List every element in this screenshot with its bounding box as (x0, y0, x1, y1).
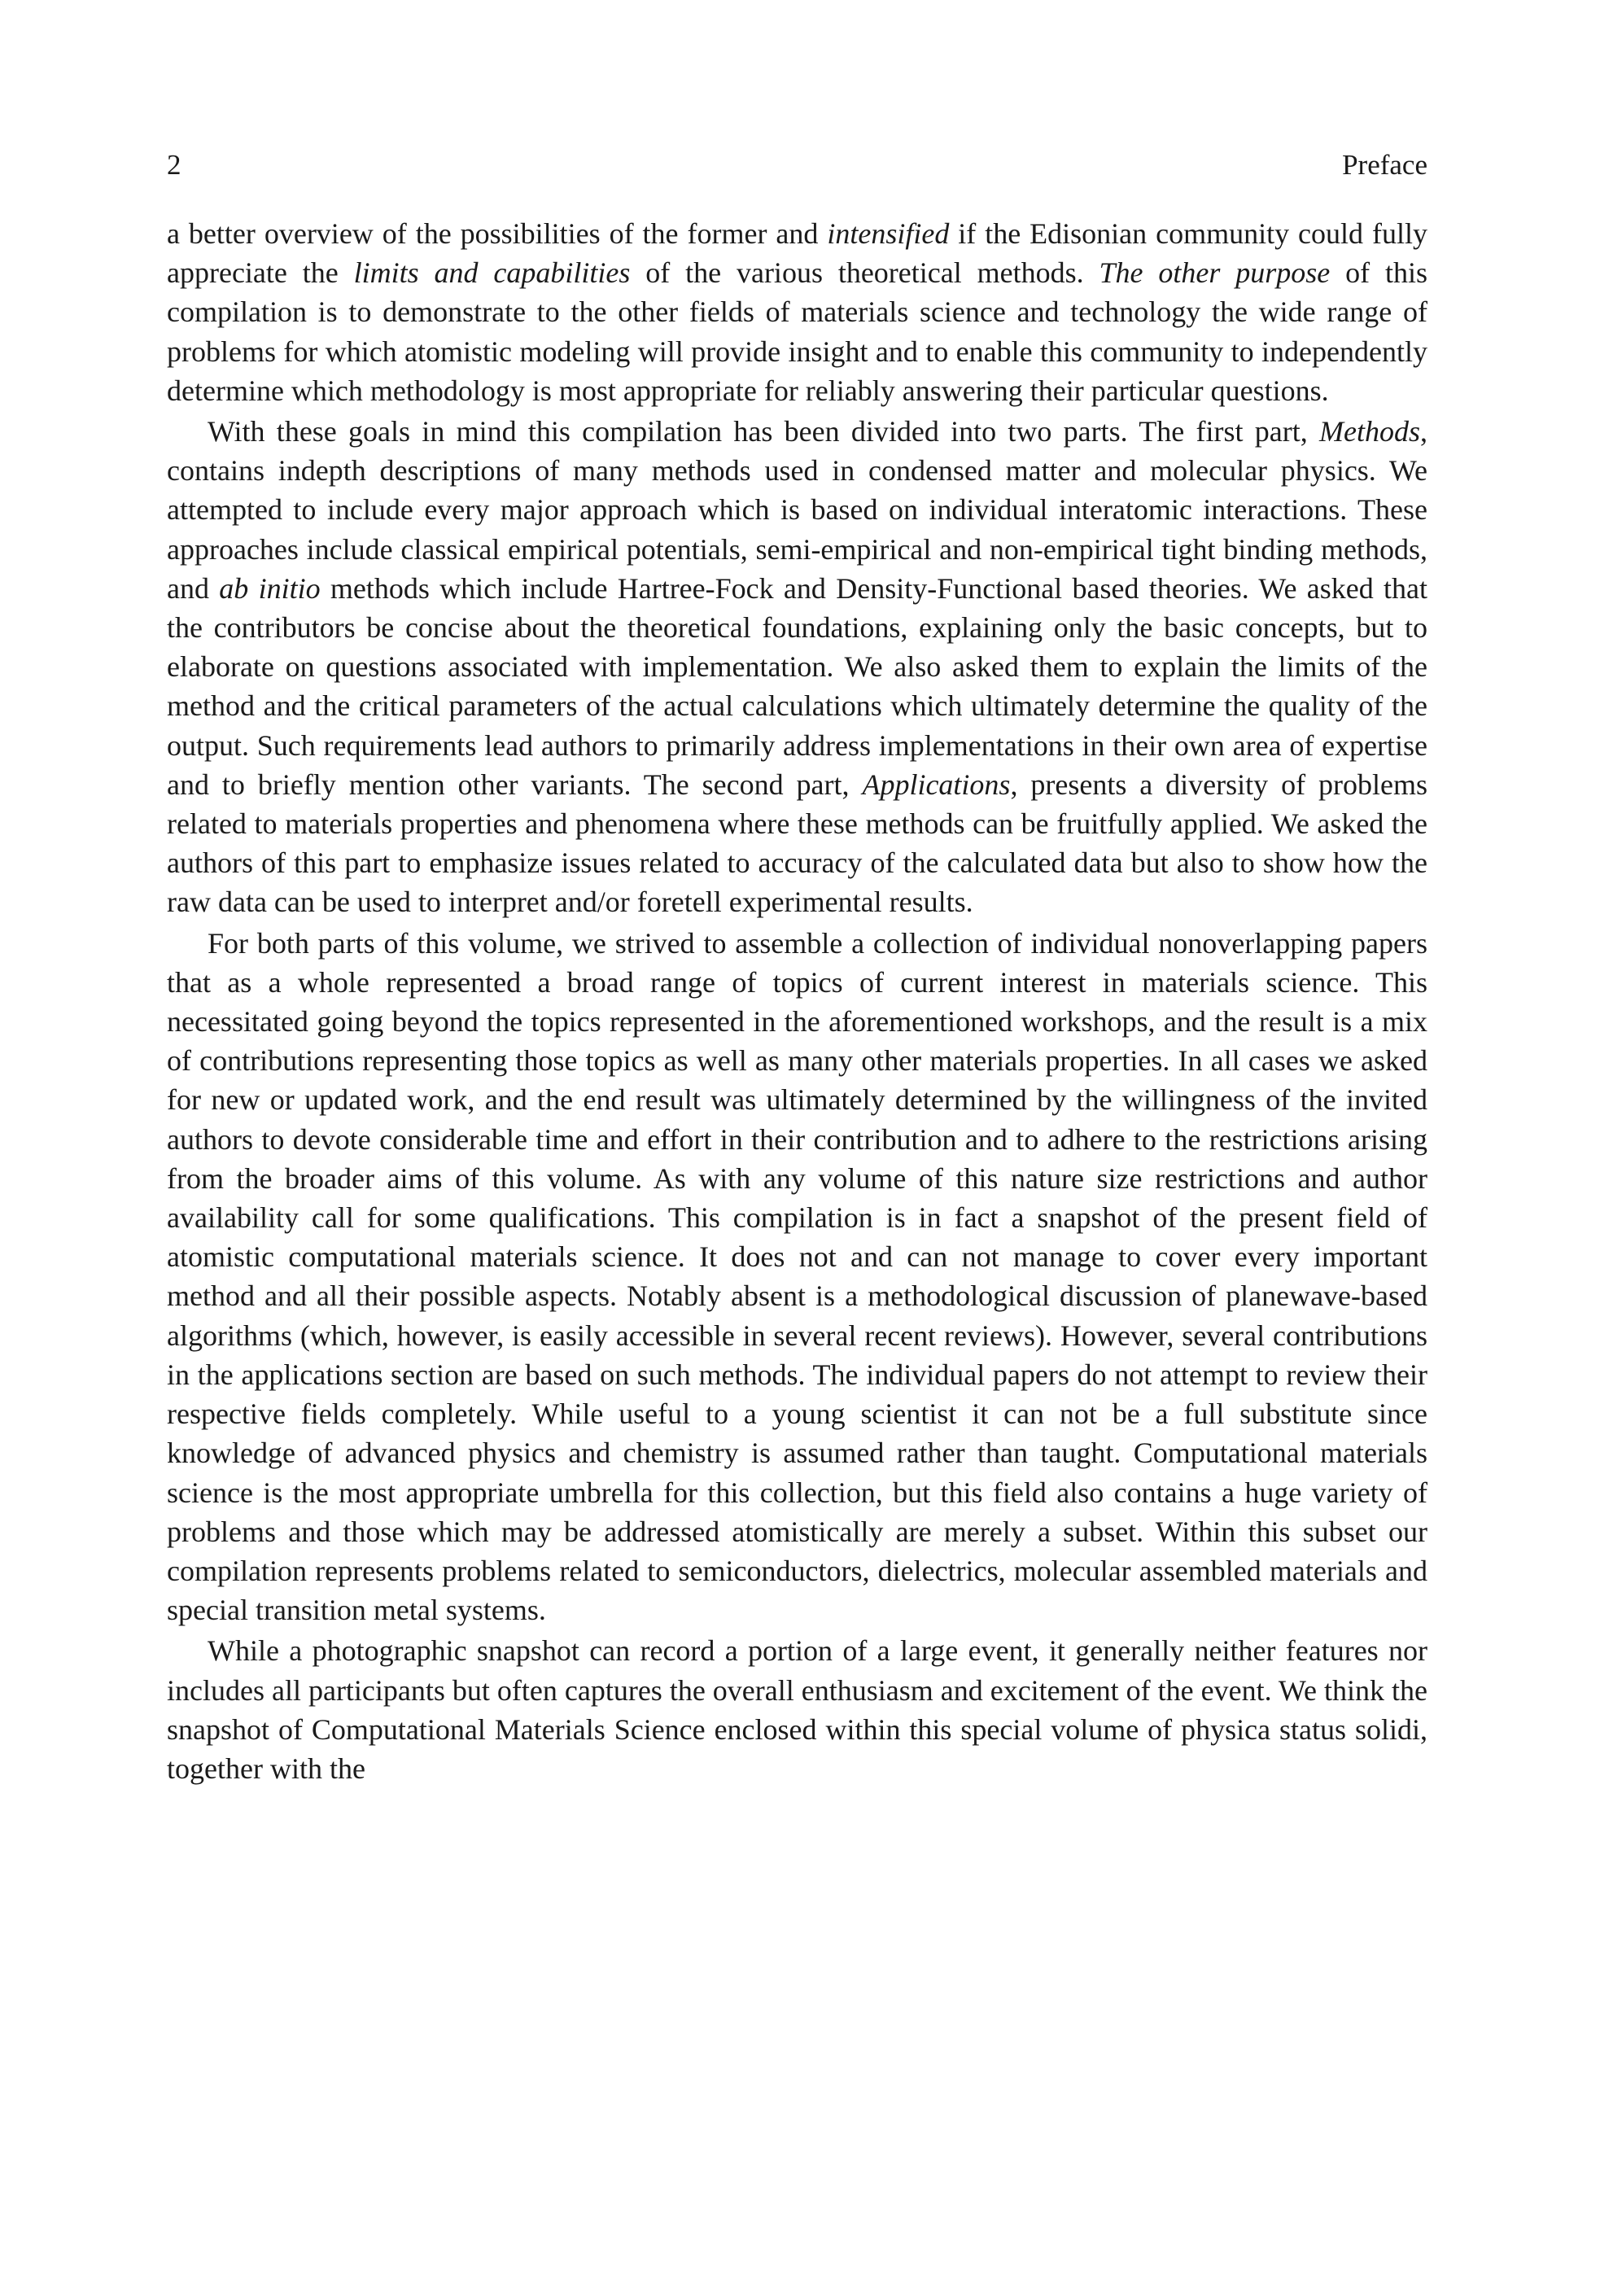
running-head (167, 145, 1427, 186)
paragraph-4: While a photographic snapshot can record a portion of a large event, it generally neither features nor includes all participants but often captures the overall enthusiasm and excitement of the event. We think the snapshot of Computational Materials Science enclosed within this special volume of physica status solidi, together with the (167, 1634, 1427, 1785)
paragraph-3: For both parts of this volume, we strived to assemble a collection of individual nonoverlapping papers that as a whole represented a broad range of topics of current interest in materials science. This necessitated going beyond the topics represented in the aforementioned workshops, and the result is a mix of contributions representing those topics as well as many other materials properties. In all cases we asked for new or updated work, and the end result was ultimately determined by the willingness of the invited authors to devote considerable time and effort in their contribution and to adhere to the restrictions arising from the broader aims of this volume. As with any volume of this nature size restrictions and author availability call for some qualifications. This compilation is in fact a snapshot of the present field of atomistic computational materials science. It does not and can not manage to cover every important method and all their possible aspects. Notably absent is a methodological discussion of planewave-based algorithms (which, however, is easily accessible in several recent reviews). However, several contributions in the applications section are based on such methods. The individual papers do not attempt to review their respective fields completely. While useful to a young scientist it can not be a full substitute since knowledge of advanced physics and chemistry is assumed rather than taught. Computational materials science is the most appropriate umbrella for this collection, but this field also contains a huge variety of problems and those which may be addressed atomistically are merely a subset. Within this subset our compilation represents problems related to semiconductors, dielectrics, molecular assembled materials and special transition metal systems. (167, 926, 1427, 1627)
body-text (167, 214, 1427, 1788)
paragraph-1: a better overview of the possibilities of the former and intensified if the Edisonian community could fully appreciate the limits and capabilities of the various theoretical methods. The other purpose of this compilation is to demonstrate to the other fields of materials science and technology the wide range of problems for which atomistic modeling will provide insight and to enable this community to independently determine which methodology is most appropriate for reliably answering their particular questions. (167, 217, 1427, 407)
paragraph-2: With these goals in mind this compilation has been divided into two parts. The first part, Methods, contains indepth descriptions of many methods used in condensed matter and molecular physics. We attempted to include every major approach which is based on individual interatomic interactions. These approaches include classical empirical potentials, semi-empirical and non-empirical tight binding methods, and ab initio methods which include Hartree-Fock and Density-Functional based theories. We asked that the contributors be concise about the theoretical foundations, explaining only the basic concepts, but to elaborate on questions associated with implementation. We also asked them to explain the limits of the method and the critical parameters of the actual calculations which ultimately determine the quality of the output. Such requirements lead authors to primarily address implementations in their own area of expertise and to briefly mention other variants. The second part, Applications, presents a diversity of problems related to materials properties and phenomena where these methods can be fruitfully applied. We asked the authors of this part to emphasize issues related to accuracy of the calculated data but also to show how the raw data can be used to interpret and/or foretell experimental results. (167, 415, 1427, 919)
page-number: 2 (167, 149, 181, 181)
running-section-title: Preface (1342, 149, 1427, 181)
